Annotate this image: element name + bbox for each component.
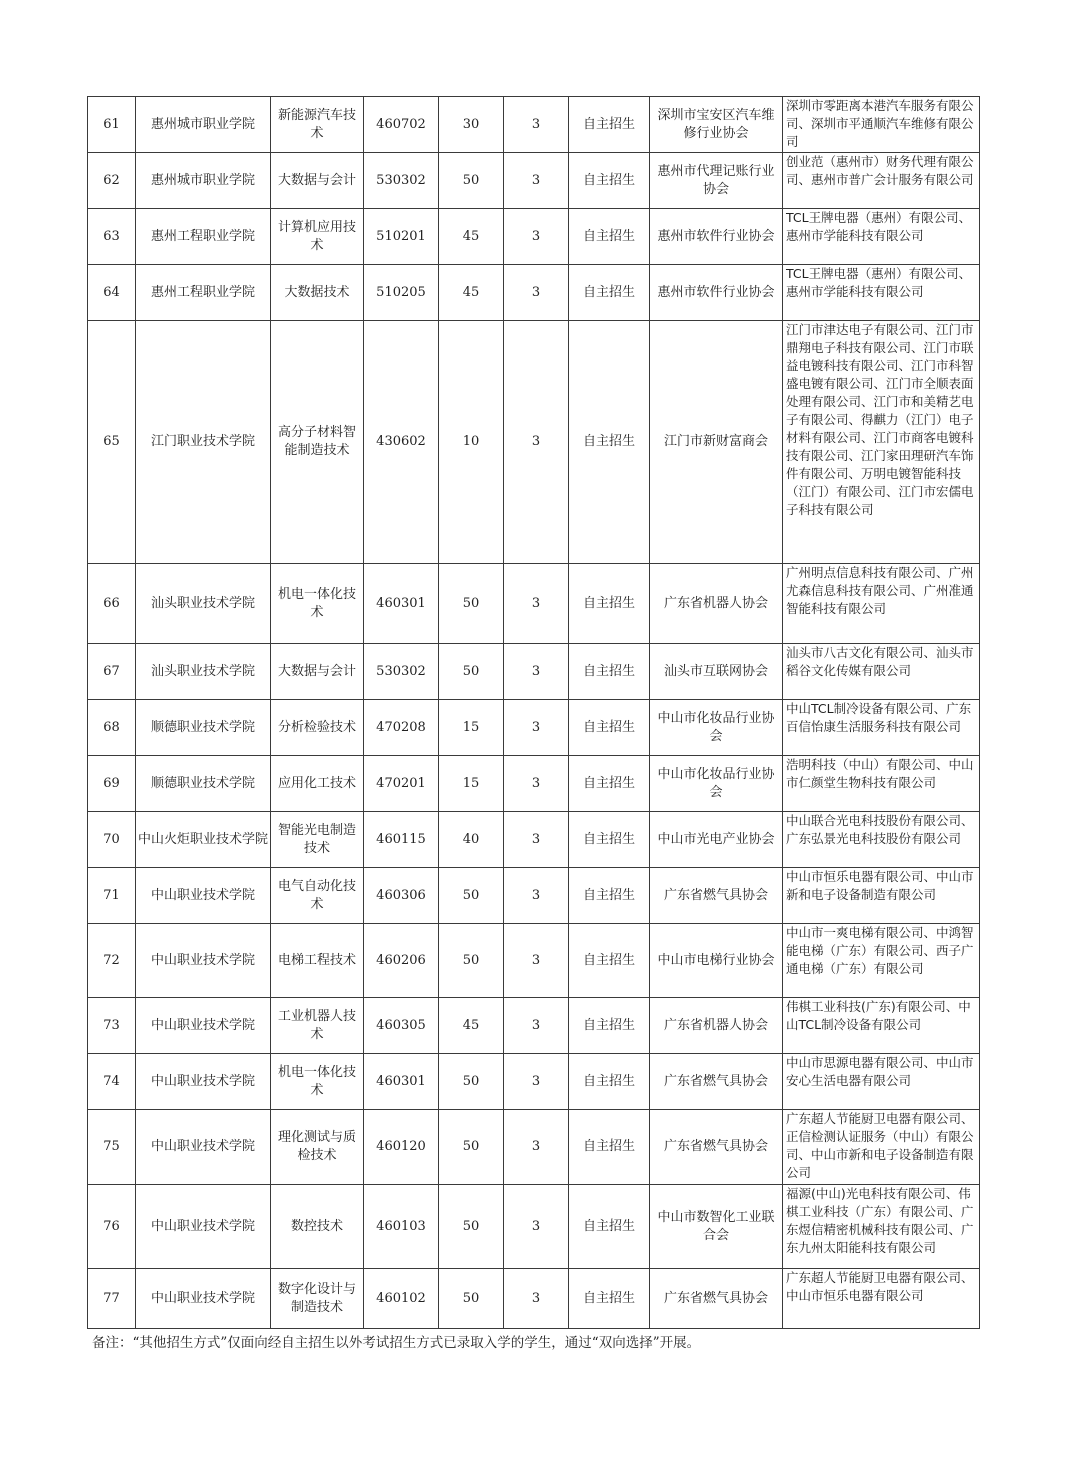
major-code: 460115 [364, 812, 439, 868]
major-name: 新能源汽车技术 [271, 97, 364, 153]
partner-companies: 中山市一爽电梯有限公司、中鸿智能电梯（广东）有限公司、西子广通电梯（广东）有限公司 [783, 924, 980, 998]
school-name: 中山职业技术学院 [136, 998, 271, 1054]
row-number: 64 [88, 265, 136, 321]
major-code: 530302 [364, 153, 439, 209]
partner-companies: TCL王牌电器（惠州）有限公司、惠州市学能科技有限公司 [783, 209, 980, 265]
major-code: 510205 [364, 265, 439, 321]
enrollment-plan: 45 [439, 209, 504, 265]
school-name: 惠州城市职业学院 [136, 97, 271, 153]
school-name: 汕头职业技术学院 [136, 644, 271, 700]
industry-association: 中山市化妆品行业协会 [650, 700, 783, 756]
industry-association: 广东省燃气具协会 [650, 868, 783, 924]
partner-companies: 江门市津达电子有限公司、江门市鼎翔电子科技有限公司、江门市联益电镀科技有限公司、江门市科智盛电镀有限公司、江门市全顺表面处理有限公司、江门市和美精艺电子有限公司、得麒力（江门）电子材料有限公司、江门市商客电镀科技有限公司、江门家田理研汽车饰件有限公司、万明电镀智能科技（江门）有限公司、江门市宏儒电子科技有限公司 [783, 321, 980, 564]
enrollment-plan: 50 [439, 1269, 504, 1329]
row-number: 68 [88, 700, 136, 756]
major-name: 机电一体化技术 [271, 564, 364, 644]
partner-companies: 汕头市八古文化有限公司、汕头市稻谷文化传媒有限公司 [783, 644, 980, 700]
major-name: 数控技术 [271, 1185, 364, 1269]
major-name: 大数据与会计 [271, 644, 364, 700]
industry-association: 广东省燃气具协会 [650, 1269, 783, 1329]
major-code: 510201 [364, 209, 439, 265]
school-name: 中山职业技术学院 [136, 1269, 271, 1329]
major-name: 应用化工技术 [271, 756, 364, 812]
partner-companies: 深圳市零距离本港汽车服务有限公司、深圳市平通顺汽车维修有限公司 [783, 97, 980, 153]
major-code: 460103 [364, 1185, 439, 1269]
partner-companies: 浩明科技（中山）有限公司、中山市仁颜堂生物科技有限公司 [783, 756, 980, 812]
study-years: 3 [504, 321, 569, 564]
school-name: 中山职业技术学院 [136, 868, 271, 924]
table-row [88, 564, 980, 644]
major-name: 电梯工程技术 [271, 924, 364, 998]
table-row [88, 756, 980, 812]
study-years: 3 [504, 868, 569, 924]
table-row [88, 812, 980, 868]
major-code: 460702 [364, 97, 439, 153]
major-name: 电气自动化技术 [271, 868, 364, 924]
school-name: 顺德职业技术学院 [136, 700, 271, 756]
table-row [88, 1269, 980, 1329]
enrollment-plan: 15 [439, 700, 504, 756]
table-row [88, 1110, 980, 1185]
study-years: 3 [504, 564, 569, 644]
major-name: 数字化设计与制造技术 [271, 1269, 364, 1329]
major-code: 460301 [364, 564, 439, 644]
partner-companies: 中山市思源电器有限公司、中山市安心生活电器有限公司 [783, 1054, 980, 1110]
partner-companies: 广东超人节能厨卫电器有限公司、正信检测认证服务（中山）有限公司、中山市新和电子设备制造有限公司 [783, 1110, 980, 1185]
enrollment-plan: 50 [439, 1054, 504, 1110]
table-row [88, 1185, 980, 1269]
enrollment-mode: 自主招生 [569, 1269, 650, 1329]
row-number: 62 [88, 153, 136, 209]
row-number: 69 [88, 756, 136, 812]
enrollment-plan: 50 [439, 153, 504, 209]
study-years: 3 [504, 756, 569, 812]
partner-companies: 创业范（惠州市）财务代理有限公司、惠州市普广会计服务有限公司 [783, 153, 980, 209]
partner-companies: 伟棋工业科技(广东)有限公司、中山TCL制冷设备有限公司 [783, 998, 980, 1054]
major-name: 大数据技术 [271, 265, 364, 321]
industry-association: 广东省燃气具协会 [650, 1110, 783, 1185]
study-years: 3 [504, 1054, 569, 1110]
school-name: 汕头职业技术学院 [136, 564, 271, 644]
row-number: 61 [88, 97, 136, 153]
industry-association: 中山市化妆品行业协会 [650, 756, 783, 812]
enrollment-mode: 自主招生 [569, 812, 650, 868]
row-number: 66 [88, 564, 136, 644]
study-years: 3 [504, 209, 569, 265]
major-name: 理化测试与质检技术 [271, 1110, 364, 1185]
footnote: 备注：“其他招生方式”仅面向经自主招生以外考试招生方式已录取入学的学生，通过“双向选择”开展。 [92, 1335, 701, 1351]
study-years: 3 [504, 998, 569, 1054]
enrollment-mode: 自主招生 [569, 265, 650, 321]
study-years: 3 [504, 265, 569, 321]
enrollment-mode: 自主招生 [569, 868, 650, 924]
study-years: 3 [504, 97, 569, 153]
enrollment-plan: 30 [439, 97, 504, 153]
table-row [88, 209, 980, 265]
study-years: 3 [504, 812, 569, 868]
industry-association: 惠州市软件行业协会 [650, 265, 783, 321]
table-row [88, 868, 980, 924]
enrollment-mode: 自主招生 [569, 756, 650, 812]
table-row [88, 700, 980, 756]
industry-association: 惠州市代理记账行业协会 [650, 153, 783, 209]
school-name: 中山职业技术学院 [136, 1054, 271, 1110]
partner-companies: 广东超人节能厨卫电器有限公司、中山市恒乐电器有限公司 [783, 1269, 980, 1329]
major-name: 智能光电制造技术 [271, 812, 364, 868]
major-code: 460306 [364, 868, 439, 924]
partner-companies: 中山联合光电科技股份有限公司、广东弘景光电科技股份有限公司 [783, 812, 980, 868]
row-number: 71 [88, 868, 136, 924]
industry-association: 中山市电梯行业协会 [650, 924, 783, 998]
enrollment-plan: 40 [439, 812, 504, 868]
major-name: 工业机器人技术 [271, 998, 364, 1054]
partner-companies: 中山TCL制冷设备有限公司、广东百信怡康生活服务科技有限公司 [783, 700, 980, 756]
table-row [88, 97, 980, 153]
enrollment-plan: 15 [439, 756, 504, 812]
table-row [88, 321, 980, 564]
enrollment-mode: 自主招生 [569, 998, 650, 1054]
row-number: 72 [88, 924, 136, 998]
enrollment-mode: 自主招生 [569, 564, 650, 644]
table-row [88, 153, 980, 209]
table-row [88, 644, 980, 700]
school-name: 中山职业技术学院 [136, 1185, 271, 1269]
school-name: 中山职业技术学院 [136, 924, 271, 998]
major-name: 高分子材料智能制造技术 [271, 321, 364, 564]
major-code: 460120 [364, 1110, 439, 1185]
industry-association: 中山市数智化工业联合会 [650, 1185, 783, 1269]
school-name: 惠州城市职业学院 [136, 153, 271, 209]
school-name: 惠州工程职业学院 [136, 265, 271, 321]
enrollment-plan: 50 [439, 644, 504, 700]
partner-companies: 中山市恒乐电器有限公司、中山市新和电子设备制造有限公司 [783, 868, 980, 924]
row-number: 67 [88, 644, 136, 700]
enrollment-mode: 自主招生 [569, 1185, 650, 1269]
major-code: 430602 [364, 321, 439, 564]
enrollment-mode: 自主招生 [569, 924, 650, 998]
row-number: 70 [88, 812, 136, 868]
enrollment-plan: 50 [439, 924, 504, 998]
row-number: 75 [88, 1110, 136, 1185]
industry-association: 广东省机器人协会 [650, 998, 783, 1054]
enrollment-plan: 45 [439, 998, 504, 1054]
major-code: 530302 [364, 644, 439, 700]
major-code: 460305 [364, 998, 439, 1054]
school-name: 顺德职业技术学院 [136, 756, 271, 812]
major-code: 460301 [364, 1054, 439, 1110]
industry-association: 广东省机器人协会 [650, 564, 783, 644]
partner-companies: 广州明点信息科技有限公司、广州尤森信息科技有限公司、广州准通智能科技有限公司 [783, 564, 980, 644]
enrollment-mode: 自主招生 [569, 1054, 650, 1110]
enrollment-table [87, 96, 980, 1329]
table-row [88, 265, 980, 321]
table-row [88, 998, 980, 1054]
enrollment-plan: 10 [439, 321, 504, 564]
school-name: 惠州工程职业学院 [136, 209, 271, 265]
study-years: 3 [504, 700, 569, 756]
major-code: 470201 [364, 756, 439, 812]
industry-association: 汕头市互联网协会 [650, 644, 783, 700]
school-name: 中山火炬职业技术学院 [136, 812, 271, 868]
industry-association: 深圳市宝安区汽车维修行业协会 [650, 97, 783, 153]
study-years: 3 [504, 1269, 569, 1329]
enrollment-plan: 50 [439, 1185, 504, 1269]
enrollment-mode: 自主招生 [569, 321, 650, 564]
major-code: 470208 [364, 700, 439, 756]
industry-association: 江门市新财富商会 [650, 321, 783, 564]
major-name: 分析检验技术 [271, 700, 364, 756]
study-years: 3 [504, 153, 569, 209]
industry-association: 惠州市软件行业协会 [650, 209, 783, 265]
study-years: 3 [504, 1110, 569, 1185]
partner-companies: 福源(中山)光电科技有限公司、伟棋工业科技（广东）有限公司、广东煜信精密机械科技有限公司、广东九州太阳能科技有限公司 [783, 1185, 980, 1269]
table-row [88, 924, 980, 998]
row-number: 73 [88, 998, 136, 1054]
table-row [88, 1054, 980, 1110]
school-name: 中山职业技术学院 [136, 1110, 271, 1185]
major-code: 460102 [364, 1269, 439, 1329]
enrollment-plan: 50 [439, 868, 504, 924]
row-number: 77 [88, 1269, 136, 1329]
enrollment-mode: 自主招生 [569, 209, 650, 265]
row-number: 65 [88, 321, 136, 564]
row-number: 74 [88, 1054, 136, 1110]
enrollment-mode: 自主招生 [569, 1110, 650, 1185]
enrollment-plan: 50 [439, 1110, 504, 1185]
study-years: 3 [504, 1185, 569, 1269]
school-name: 江门职业技术学院 [136, 321, 271, 564]
enrollment-plan: 45 [439, 265, 504, 321]
partner-companies: TCL王牌电器（惠州）有限公司、惠州市学能科技有限公司 [783, 265, 980, 321]
industry-association: 广东省燃气具协会 [650, 1054, 783, 1110]
study-years: 3 [504, 924, 569, 998]
industry-association: 中山市光电产业协会 [650, 812, 783, 868]
row-number: 76 [88, 1185, 136, 1269]
enrollment-mode: 自主招生 [569, 153, 650, 209]
major-code: 460206 [364, 924, 439, 998]
major-name: 计算机应用技术 [271, 209, 364, 265]
row-number: 63 [88, 209, 136, 265]
major-name: 大数据与会计 [271, 153, 364, 209]
enrollment-mode: 自主招生 [569, 97, 650, 153]
enrollment-mode: 自主招生 [569, 700, 650, 756]
enrollment-mode: 自主招生 [569, 644, 650, 700]
enrollment-plan: 50 [439, 564, 504, 644]
study-years: 3 [504, 644, 569, 700]
major-name: 机电一体化技术 [271, 1054, 364, 1110]
